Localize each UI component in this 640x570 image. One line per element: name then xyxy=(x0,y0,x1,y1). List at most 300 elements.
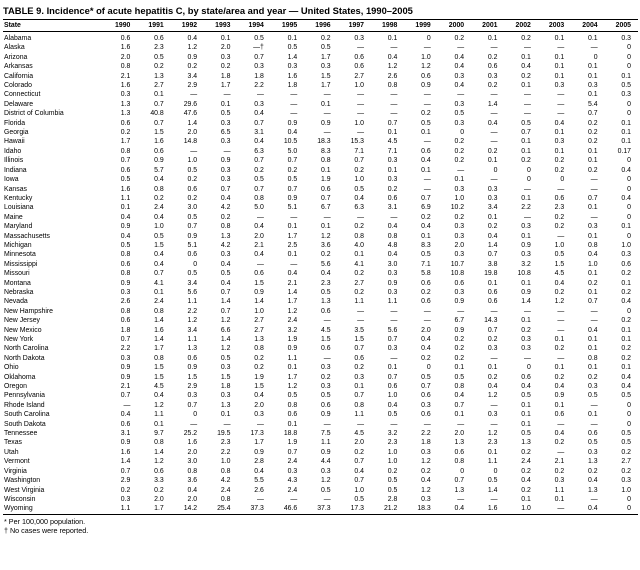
incidence-value-cell: 1.7 xyxy=(154,345,164,353)
incidence-value-cell: — xyxy=(490,176,498,184)
incidence-value-cell: 2.4 xyxy=(521,458,531,466)
incidence-value-cell: 2.0 xyxy=(421,326,431,334)
state-name-cell: Missouri xyxy=(4,270,30,278)
incidence-value-cell: — xyxy=(423,100,431,108)
table-row xyxy=(3,203,638,212)
state-name-cell: Washington xyxy=(4,477,41,485)
incidence-value-cell: 0.4 xyxy=(187,486,198,494)
incidence-value-cell: 0.2 xyxy=(554,166,565,174)
incidence-value-cell: 0.3 xyxy=(621,477,631,485)
incidence-value-cell: — xyxy=(538,504,571,514)
incidence-value-cell: 0.3 xyxy=(120,495,131,503)
incidence-value-cell: 0.8 xyxy=(120,147,131,155)
incidence-value-cell: 0.4 xyxy=(254,110,264,118)
incidence-value-cell: 1.5 xyxy=(354,336,364,343)
incidence-value-cell: 5.0 xyxy=(287,147,298,155)
incidence-value-cell: 0.7 xyxy=(354,345,364,353)
incidence-value-cell: 1.2 xyxy=(287,383,298,391)
incidence-value-cell: 0.3 xyxy=(120,354,131,362)
incidence-value-cell: 0.7 xyxy=(454,401,465,409)
incidence-value-cell: 0.3 xyxy=(321,364,331,372)
column-header-year-2003: 2003 xyxy=(538,20,571,32)
table-header xyxy=(3,20,638,32)
incidence-value-cell: 1.8 xyxy=(120,326,131,334)
incidence-value-cell: 0.7 xyxy=(120,392,131,400)
incidence-value-cell: — xyxy=(557,110,565,118)
incidence-value-cell: 0.7 xyxy=(354,458,364,466)
state-name-cell: Wisconsin xyxy=(4,495,36,503)
state-name-cell: Idaho xyxy=(4,147,22,155)
incidence-value-cell: 0 xyxy=(460,467,465,475)
incidence-value-cell: 1.5 xyxy=(254,279,264,287)
table-row xyxy=(3,128,638,137)
incidence-value-cell: 3.2 xyxy=(387,430,398,438)
incidence-value-cell: 1.7 xyxy=(220,82,231,90)
incidence-value-cell: 1.0 xyxy=(354,176,364,184)
incidence-value-cell: 0.4 xyxy=(521,383,531,391)
incidence-value-cell: 2.0 xyxy=(254,401,264,409)
incidence-value-cell: 0.2 xyxy=(487,82,498,90)
incidence-value-cell: 0 xyxy=(627,44,631,52)
incidence-value-cell: 1.3 xyxy=(588,486,598,494)
incidence-value-cell: 1.0 xyxy=(621,241,631,249)
incidence-value-cell: 1.5 xyxy=(187,373,198,381)
incidence-value-cell: 0.4 xyxy=(454,392,465,400)
incidence-value-cell: 5.6 xyxy=(321,260,331,268)
incidence-value-cell: 0.1 xyxy=(421,129,431,137)
incidence-value-cell: 2.1 xyxy=(254,241,264,249)
incidence-value-cell: 0.6 xyxy=(421,392,431,400)
incidence-value-cell: 0.4 xyxy=(521,477,531,485)
table-row xyxy=(3,429,638,438)
state-name-cell: Alabama xyxy=(4,35,32,42)
incidence-value-cell: 2.4 xyxy=(154,204,164,212)
incidence-value-cell: 0.7 xyxy=(254,157,264,165)
incidence-value-cell: 2.7 xyxy=(621,458,631,466)
incidence-value-cell: 0.3 xyxy=(521,345,531,353)
incidence-value-cell: 0.5 xyxy=(120,241,131,249)
incidence-value-cell: 1.0 xyxy=(505,504,538,514)
incidence-value-cell: 0 xyxy=(627,411,631,419)
incidence-value-cell: 1.4 xyxy=(287,53,298,61)
incidence-value-cell: 2.3 xyxy=(387,439,398,447)
incidence-value-cell: 0.4 xyxy=(454,53,465,61)
incidence-value-cell: 0.5 xyxy=(321,44,331,52)
state-name-cell: Mississippi xyxy=(4,260,38,268)
table-row xyxy=(3,457,638,466)
incidence-value-cell: 0 xyxy=(627,157,631,165)
incidence-value-cell: 0.8 xyxy=(321,157,331,165)
column-header-state: State xyxy=(3,20,104,32)
incidence-value-cell: 1.6 xyxy=(120,82,131,90)
incidence-value-cell: 0.3 xyxy=(387,176,398,184)
table-row xyxy=(3,241,638,250)
incidence-value-cell: 2.4 xyxy=(287,458,298,466)
incidence-value-cell: 0 xyxy=(460,129,465,137)
table-row xyxy=(3,448,638,457)
incidence-value-cell: 0.5 xyxy=(354,495,364,503)
incidence-value-cell: 0.7 xyxy=(454,477,465,485)
incidence-value-cell: 1.1 xyxy=(354,298,364,306)
table-row xyxy=(3,194,638,203)
incidence-value-cell: 1.3 xyxy=(454,486,465,494)
incidence-value-cell: 0.9 xyxy=(287,345,298,353)
state-name-cell: Delaware xyxy=(4,100,34,108)
incidence-value-cell: — xyxy=(290,91,298,99)
incidence-value-cell: 0.1 xyxy=(387,364,398,372)
incidence-value-cell: 1.2 xyxy=(154,401,164,409)
incidence-value-cell: 0.5 xyxy=(421,251,431,259)
incidence-value-cell: 0.6 xyxy=(421,279,431,287)
incidence-value-cell: 0.9 xyxy=(120,279,131,287)
incidence-value-cell: 1.3 xyxy=(254,336,264,343)
incidence-value-cell: 0.6 xyxy=(354,63,364,71)
incidence-value-cell: 0.2 xyxy=(154,63,164,71)
incidence-value-cell: 0.1 xyxy=(588,411,598,419)
state-name-cell: Iowa xyxy=(4,176,19,184)
column-header-year-1994: 1994 xyxy=(238,20,271,32)
incidence-value-cell: 0.1 xyxy=(521,53,531,61)
incidence-value-cell: 25.2 xyxy=(183,430,198,438)
incidence-value-cell: 1.2 xyxy=(187,317,198,325)
incidence-value-cell: 0.7 xyxy=(287,185,298,193)
incidence-value-cell: 4.5 xyxy=(321,326,331,334)
incidence-value-cell: 0.6 xyxy=(254,270,264,278)
incidence-value-cell: — xyxy=(323,495,331,503)
incidence-value-cell: 0.3 xyxy=(521,251,531,259)
incidence-value-cell: 0.2 xyxy=(588,166,598,174)
incidence-value-cell: — xyxy=(390,420,398,428)
incidence-value-cell: 1.1 xyxy=(154,411,164,419)
incidence-value-cell: — xyxy=(523,307,531,315)
incidence-value-cell: 0.1 xyxy=(621,72,631,80)
incidence-value-cell: 0.2 xyxy=(487,373,498,381)
incidence-value-cell: 2.0 xyxy=(187,129,198,137)
state-name-cell: Vermont xyxy=(4,458,30,466)
incidence-value-cell: 3.1 xyxy=(254,129,264,137)
incidence-value-cell: 0.9 xyxy=(120,373,131,381)
table-row xyxy=(3,363,638,372)
incidence-value-cell: 8.3 xyxy=(421,241,431,249)
incidence-value-cell: 2.0 xyxy=(220,44,231,52)
incidence-value-cell: — xyxy=(457,307,465,315)
incidence-value-cell: 0.5 xyxy=(154,53,164,61)
incidence-value-cell: 1.1 xyxy=(187,298,198,306)
state-name-cell: Maine xyxy=(4,213,23,221)
incidence-value-cell: 2.2 xyxy=(421,430,431,438)
incidence-value-cell: 1.2 xyxy=(220,345,231,353)
incidence-value-cell: 0.1 xyxy=(554,336,565,343)
table-row xyxy=(3,373,638,382)
incidence-value-cell: 2.2 xyxy=(521,204,531,212)
incidence-value-cell: 0.4 xyxy=(254,467,264,475)
column-header-year-2002: 2002 xyxy=(505,20,538,32)
incidence-value-cell: — xyxy=(457,44,465,52)
incidence-value-cell: 0.5 xyxy=(487,477,498,485)
incidence-value-cell: 1.2 xyxy=(487,392,498,400)
table-row xyxy=(3,297,638,306)
incidence-value-cell: 0.2 xyxy=(187,194,198,202)
incidence-value-cell: 0.2 xyxy=(554,157,565,165)
incidence-value-cell: — xyxy=(223,420,231,428)
incidence-value-cell: 0.5 xyxy=(387,411,398,419)
incidence-value-cell: — xyxy=(323,317,331,325)
incidence-value-cell: 0.7 xyxy=(154,270,164,278)
incidence-value-cell: 0.1 xyxy=(554,63,565,71)
incidence-value-cell: 0.2 xyxy=(554,223,565,231)
incidence-value-cell: 3.4 xyxy=(487,204,498,212)
incidence-value-cell: 1.1 xyxy=(554,486,565,494)
incidence-value-cell: 0.1 xyxy=(554,147,565,155)
state-name-cell: Massachusetts xyxy=(4,232,50,240)
incidence-value-cell: 0.3 xyxy=(554,477,565,485)
incidence-value-cell: 0.1 xyxy=(588,364,598,372)
incidence-value-cell: 0.1 xyxy=(588,63,598,71)
table-row xyxy=(3,119,638,128)
incidence-value-cell: 1.0 xyxy=(621,486,631,494)
state-name-cell: North Carolina xyxy=(4,345,49,353)
incidence-value-cell: 2.8 xyxy=(254,458,264,466)
incidence-value-cell: 0.6 xyxy=(321,185,331,193)
state-name-cell: Illinois xyxy=(4,157,24,165)
incidence-value-cell: 0.2 xyxy=(521,326,531,334)
incidence-value-cell: 0.2 xyxy=(354,223,364,231)
incidence-value-cell: 0.4 xyxy=(421,157,431,165)
incidence-value-cell: 1.2 xyxy=(387,63,398,71)
incidence-value-cell: 1.7 xyxy=(137,504,170,514)
incidence-value-cell: 0.3 xyxy=(621,251,631,259)
incidence-value-cell: 1.2 xyxy=(154,458,164,466)
table-row xyxy=(3,467,638,476)
incidence-value-cell: 1.3 xyxy=(120,100,131,108)
incidence-value-cell: 0.3 xyxy=(287,63,298,71)
incidence-value-cell: — xyxy=(490,495,498,503)
state-name-cell: West Virginia xyxy=(4,486,45,494)
incidence-value-cell: 0.1 xyxy=(621,138,631,146)
incidence-value-cell: — xyxy=(190,91,198,99)
incidence-value-cell: 0.7 xyxy=(254,185,264,193)
table-row xyxy=(3,307,638,316)
incidence-value-cell: 1.0 xyxy=(421,53,431,61)
incidence-value-cell: 0 xyxy=(605,504,638,514)
incidence-value-cell: 0.3 xyxy=(387,288,398,296)
incidence-value-cell: 4.2 xyxy=(220,204,231,212)
incidence-value-cell: 4.5 xyxy=(554,270,565,278)
incidence-value-cell: 0.1 xyxy=(421,232,431,240)
incidence-value-cell: 1.3 xyxy=(220,401,231,409)
incidence-value-cell: — xyxy=(423,317,431,325)
incidence-value-cell: 0.2 xyxy=(521,448,531,456)
incidence-value-cell: 0.3 xyxy=(487,411,498,419)
incidence-value-cell: 3.8 xyxy=(487,260,498,268)
incidence-value-cell: 0.4 xyxy=(120,411,131,419)
incidence-value-cell: 14.3 xyxy=(484,317,498,325)
incidence-value-cell: 7.5 xyxy=(321,430,331,438)
incidence-value-cell: 15.3 xyxy=(350,138,364,146)
incidence-value-cell: 0.3 xyxy=(454,100,465,108)
incidence-value-cell: 3.6 xyxy=(321,241,331,249)
incidence-value-cell: 2.3 xyxy=(487,439,498,447)
incidence-value-cell: 0 xyxy=(426,35,431,42)
incidence-value-cell: 1.6 xyxy=(120,44,131,52)
incidence-value-cell: 0.2 xyxy=(621,345,631,353)
incidence-value-cell: 0.9 xyxy=(421,82,431,90)
incidence-value-cell: 0.1 xyxy=(621,119,631,127)
incidence-value-cell: 1.0 xyxy=(354,82,364,90)
incidence-value-cell: 1.8 xyxy=(254,72,264,80)
incidence-value-cell: 1.5 xyxy=(321,72,331,80)
incidence-value-cell: 5.5 xyxy=(254,477,264,485)
incidence-value-cell: 0.2 xyxy=(588,373,598,381)
table-row xyxy=(3,53,638,62)
incidence-value-cell: 1.6 xyxy=(154,138,164,146)
incidence-value-cell: 4.5 xyxy=(354,430,364,438)
incidence-value-cell: 0.5 xyxy=(621,430,631,438)
incidence-value-cell: 0.4 xyxy=(120,213,131,221)
incidence-value-cell: 0 xyxy=(627,420,631,428)
incidence-value-cell: 1.6 xyxy=(120,448,131,456)
incidence-value-cell: — xyxy=(256,91,264,99)
incidence-value-cell: 0.9 xyxy=(187,53,198,61)
incidence-value-cell: 0.9 xyxy=(321,448,331,456)
incidence-value-cell: 0.1 xyxy=(588,91,598,99)
table-row xyxy=(3,279,638,288)
incidence-value-cell: 1.7 xyxy=(321,53,331,61)
incidence-value-cell: 0.4 xyxy=(321,270,331,278)
column-header-year-1995: 1995 xyxy=(271,20,304,32)
table-row xyxy=(3,410,638,419)
incidence-value-cell: 0.7 xyxy=(220,185,231,193)
table-row xyxy=(3,90,638,99)
incidence-value-cell: 10.5 xyxy=(283,138,298,146)
incidence-value-cell: — xyxy=(390,110,398,118)
incidence-value-cell: 1.0 xyxy=(354,486,364,494)
incidence-value-cell: 0.1 xyxy=(387,129,398,137)
incidence-value-cell: 0.3 xyxy=(487,194,498,202)
incidence-value-cell: — xyxy=(390,44,398,52)
state-name-cell: Nebraska xyxy=(4,288,34,296)
incidence-value-cell: 1.5 xyxy=(154,364,164,372)
incidence-value-cell: — xyxy=(590,176,598,184)
incidence-value-cell: — xyxy=(223,91,231,99)
incidence-value-cell: 6.9 xyxy=(421,204,431,212)
incidence-value-cell: 0.1 xyxy=(554,72,565,80)
incidence-value-cell: 0.1 xyxy=(521,411,531,419)
incidence-value-cell: 0.5 xyxy=(154,232,164,240)
incidence-value-cell: 3.6 xyxy=(187,477,198,485)
header-row xyxy=(3,20,638,32)
incidence-value-cell: 0.3 xyxy=(254,411,264,419)
incidence-value-cell: — xyxy=(557,448,565,456)
incidence-value-cell: 2.7 xyxy=(254,326,264,334)
incidence-value-cell: 0.1 xyxy=(120,204,131,212)
incidence-value-cell: 0.5 xyxy=(588,392,598,400)
incidence-value-cell: — xyxy=(390,354,398,362)
incidence-value-cell: 0.8 xyxy=(220,223,231,231)
incidence-value-cell: 0.2 xyxy=(588,138,598,146)
incidence-value-cell: 3.4 xyxy=(187,72,198,80)
incidence-value-cell: 0 xyxy=(560,176,565,184)
incidence-value-cell: 0.4 xyxy=(387,401,398,409)
incidence-value-cell: 1.5 xyxy=(254,383,264,391)
incidence-value-cell: 0.3 xyxy=(521,336,531,343)
state-name-cell: Colorado xyxy=(4,82,32,90)
incidence-value-cell: — xyxy=(457,91,465,99)
incidence-value-cell: 0.4 xyxy=(154,260,164,268)
incidence-value-cell: 4.2 xyxy=(220,241,231,249)
incidence-value-cell: 5.0 xyxy=(254,204,264,212)
table-row xyxy=(3,391,638,400)
incidence-value-cell: 1.6 xyxy=(154,326,164,334)
incidence-value-cell: 0.6 xyxy=(187,185,198,193)
incidence-value-cell: 0.1 xyxy=(521,317,531,325)
incidence-value-cell: 1.5 xyxy=(154,129,164,137)
incidence-value-cell: 0.2 xyxy=(354,448,364,456)
incidence-value-cell: 0.1 xyxy=(588,147,598,155)
incidence-value-cell: 0.7 xyxy=(254,119,264,127)
incidence-value-cell: 1.0 xyxy=(554,241,565,249)
incidence-value-cell: 0.7 xyxy=(387,336,398,343)
incidence-value-cell: 0.1 xyxy=(487,157,498,165)
incidence-value-cell: 0 xyxy=(627,307,631,315)
incidence-value-cell: 0.3 xyxy=(254,100,264,108)
column-header-year-2001: 2001 xyxy=(471,20,504,32)
incidence-value-cell: 1.2 xyxy=(554,298,565,306)
incidence-value-cell: — xyxy=(490,129,498,137)
incidence-value-cell: 0.8 xyxy=(254,345,264,353)
incidence-value-cell: 0.6 xyxy=(421,411,431,419)
table-row xyxy=(3,62,638,71)
incidence-value-cell: 0.6 xyxy=(120,420,131,428)
incidence-value-cell: 0.1 xyxy=(554,53,565,61)
incidence-value-cell: 0.2 xyxy=(554,373,565,381)
incidence-value-cell: 2.0 xyxy=(454,430,465,438)
incidence-value-cell: 0.8 xyxy=(387,82,398,90)
incidence-value-cell: 2.9 xyxy=(120,477,131,485)
state-name-cell: Rhode Island xyxy=(4,401,45,409)
incidence-value-cell: 1.4 xyxy=(521,298,531,306)
incidence-value-cell: 18.8 xyxy=(283,430,298,438)
incidence-value-cell: 0.8 xyxy=(287,401,298,409)
incidence-value-cell: 0.9 xyxy=(120,439,131,447)
state-name-cell: Florida xyxy=(4,119,26,127)
incidence-value-cell: 7.1 xyxy=(354,147,364,155)
table-row xyxy=(3,476,638,485)
state-name-cell: Ohio xyxy=(4,364,19,372)
incidence-value-cell: — xyxy=(323,354,331,362)
incidence-value-cell: 1.6 xyxy=(120,185,131,193)
incidence-value-cell: 47.6 xyxy=(183,110,198,118)
incidence-value-cell: 0.5 xyxy=(187,270,198,278)
incidence-value-cell: 0.6 xyxy=(120,166,131,174)
incidence-value-cell: 0.6 xyxy=(120,119,131,127)
incidence-value-cell: 0.2 xyxy=(554,213,565,221)
incidence-value-cell: — xyxy=(557,354,565,362)
incidence-value-cell: 0.8 xyxy=(354,401,364,409)
incidence-value-cell: 0.3 xyxy=(321,383,331,391)
incidence-value-cell: 4.0 xyxy=(354,241,364,249)
incidence-value-cell: — xyxy=(357,44,364,52)
incidence-value-cell: 1.2 xyxy=(421,458,431,466)
incidence-value-cell: 0.17 xyxy=(617,147,631,155)
incidence-value-cell: 0.3 xyxy=(220,119,231,127)
incidence-value-cell: 0.4 xyxy=(254,223,264,231)
incidence-value-cell: 2.1 xyxy=(554,458,565,466)
incidence-value-cell: — xyxy=(523,91,531,99)
incidence-value-cell: — xyxy=(423,138,431,146)
incidence-value-cell: 0.2 xyxy=(254,364,264,372)
incidence-value-cell: 3.5 xyxy=(354,326,364,334)
